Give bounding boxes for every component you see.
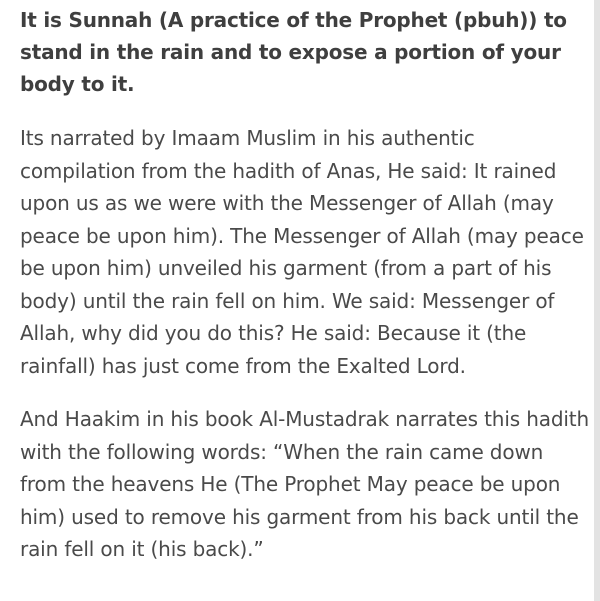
article-paragraph-mustadrak: And Haakim in his book Al-Mustadrak narrates this hadith with the following words: “When the rain came down from the heavens He (The Prophet May peace be upon him) used to remove his garment from his back until the rain fell on it (his back).” [20, 407, 590, 561]
article-paragraph-narration: Its narrated by Imaam Muslim in his authentic compilation from the hadith of Anas, He said: It rained upon us as we were with the Messenger of Allah (may peace be upon him). The Messenger of Allah (may peace be upon him) unveiled his garment (from a part of his body) until the rain fell on him. We said: Messenger of Allah, why did you do this? He said: Because it (the rainfall) has just come from the Exalted Lord. [20, 126, 584, 378]
article-heading: It is Sunnah (A practice of the Prophet (pbuh)) to stand in the rain and to expose a portion of your body to it. [20, 8, 567, 96]
article-content [20, 0, 590, 566]
page-edge-border [594, 0, 600, 601]
